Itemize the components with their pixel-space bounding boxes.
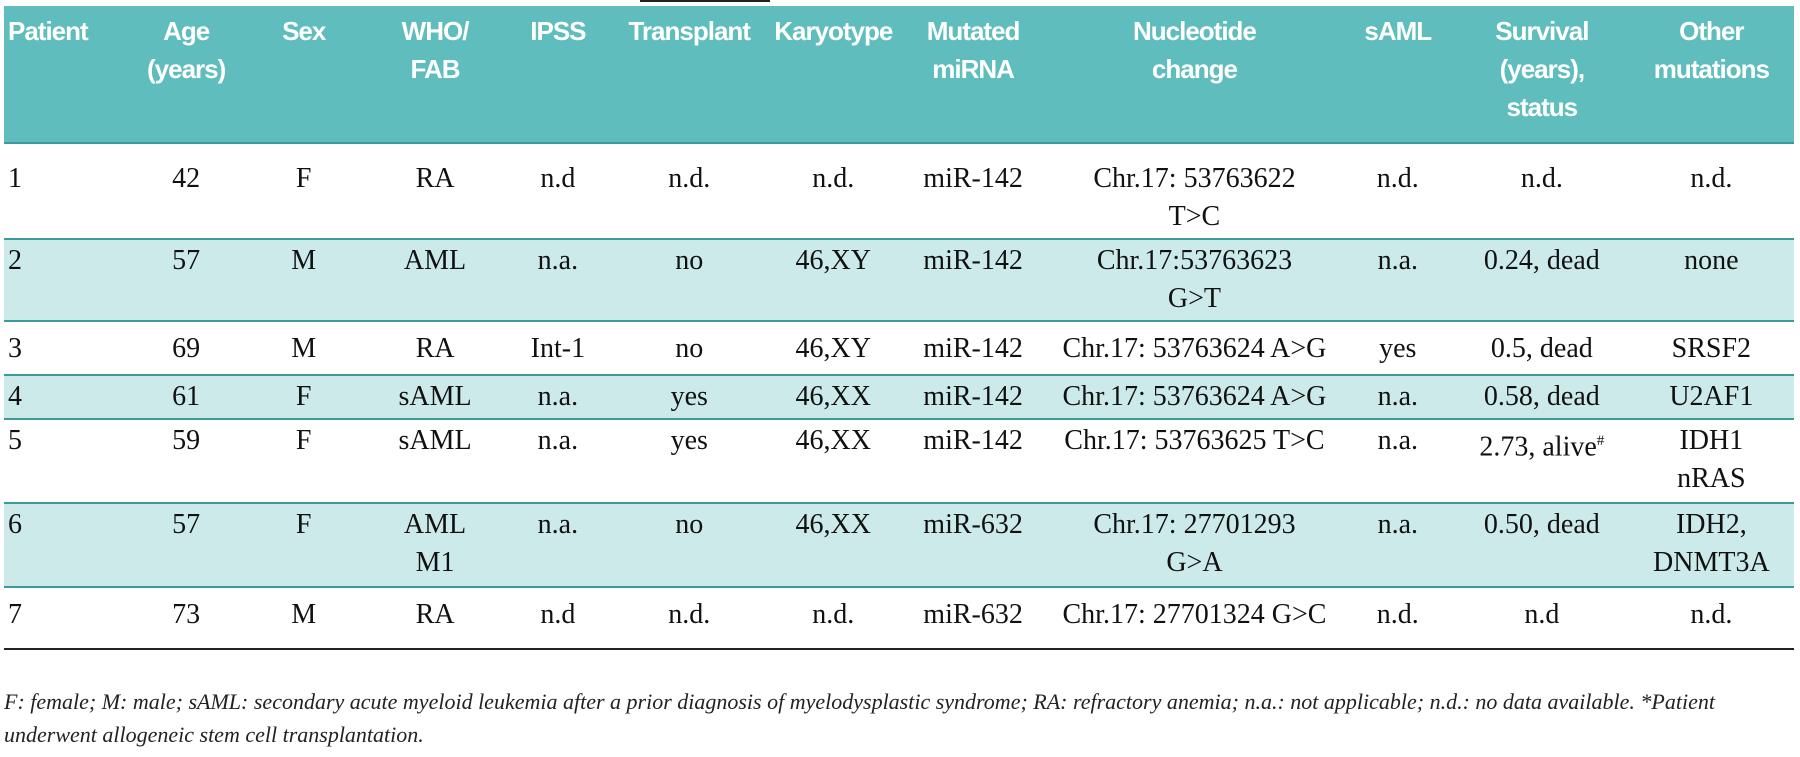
table-cell bbox=[129, 239, 243, 321]
cell-text: AML bbox=[403, 509, 467, 540]
table-cell bbox=[364, 375, 506, 419]
cell-text: nRAS bbox=[1677, 463, 1746, 494]
cell-text: T>C bbox=[1168, 201, 1221, 232]
table-row bbox=[4, 375, 1794, 419]
cell-text: Chr.17: 53763624 A>G bbox=[1062, 333, 1327, 364]
table-cell bbox=[1341, 375, 1455, 419]
cell-text: no bbox=[675, 509, 704, 540]
cell-text: RA bbox=[415, 333, 455, 364]
table-cell bbox=[243, 587, 364, 654]
cell-text: miR-142 bbox=[923, 163, 1023, 194]
table-cell bbox=[129, 375, 243, 419]
cell-text: n.d. bbox=[668, 599, 711, 630]
cell-text: n.d. bbox=[812, 599, 855, 630]
table-cell bbox=[898, 143, 1048, 239]
table-body bbox=[4, 143, 1794, 654]
column-header bbox=[364, 6, 506, 143]
cell-text: n.d. bbox=[1376, 599, 1419, 630]
table-cell bbox=[243, 503, 364, 587]
table-row bbox=[4, 503, 1794, 587]
table-cell bbox=[898, 239, 1048, 321]
column-header bbox=[4, 6, 129, 143]
cell-text: miR-142 bbox=[923, 381, 1023, 412]
table-cell bbox=[769, 503, 898, 587]
table-cell bbox=[769, 587, 898, 654]
cell-text: n.d bbox=[540, 599, 576, 630]
table-cell bbox=[243, 375, 364, 419]
table-cell bbox=[898, 321, 1048, 375]
table-cell bbox=[4, 419, 129, 503]
table-cell bbox=[1629, 321, 1794, 375]
cell-text: none bbox=[1684, 245, 1739, 276]
table-cell bbox=[364, 503, 506, 587]
cell-text: G>T bbox=[1167, 283, 1221, 314]
column-header-line: Age bbox=[163, 16, 210, 46]
table-cell bbox=[1048, 375, 1340, 419]
table-cell bbox=[1629, 239, 1794, 321]
cell-text: miR-632 bbox=[923, 509, 1023, 540]
table-row bbox=[4, 143, 1794, 239]
cell-text: yes bbox=[670, 381, 708, 412]
table-cell bbox=[1048, 143, 1340, 239]
cell-text: Chr.17: 53763622 bbox=[1093, 163, 1296, 194]
table-cell bbox=[769, 375, 898, 419]
table-cell bbox=[4, 143, 129, 239]
column-header-line: IPSS bbox=[530, 16, 586, 46]
table-cell bbox=[1048, 503, 1340, 587]
cell-text: n.d. bbox=[1376, 163, 1419, 194]
table-cell bbox=[506, 419, 610, 503]
table-footnote: F: female; M: male; sAML: secondary acute myeloid leukemia after a prior diagnosis of myelodysplastic syndrome; RA: refractory anemia; n.a.: not applicable; n.d.: no data available. *Patient underwent allogeneic stem cell transplantation. bbox=[4, 689, 1715, 747]
table-cell bbox=[1455, 239, 1629, 321]
cell-text: n.a. bbox=[1377, 509, 1419, 540]
cell-text: yes bbox=[670, 425, 708, 456]
table-cell bbox=[506, 503, 610, 587]
cell-text: F bbox=[295, 425, 312, 456]
column-header-line: WHO/ bbox=[401, 16, 469, 46]
table-cell bbox=[1629, 587, 1794, 654]
column-header-line: Mutated bbox=[926, 16, 1020, 46]
cell-text: 7 bbox=[8, 599, 22, 630]
cell-text: 46,XY bbox=[795, 245, 871, 276]
column-header-line: miRNA bbox=[932, 54, 1014, 84]
cell-text: M bbox=[291, 333, 317, 364]
table-cell bbox=[769, 419, 898, 503]
cell-text: M bbox=[291, 599, 317, 630]
table-cell bbox=[506, 321, 610, 375]
cell-text: 0.50, dead bbox=[1483, 509, 1600, 540]
table-cell bbox=[1455, 321, 1629, 375]
table-cell bbox=[769, 239, 898, 321]
table-cell bbox=[1455, 419, 1629, 503]
cell-text: 46,XX bbox=[795, 381, 871, 412]
cell-text: 46,XX bbox=[795, 509, 871, 540]
cell-text: 69 bbox=[172, 333, 201, 364]
cell-text: no bbox=[675, 333, 704, 364]
cell-text: n.a. bbox=[537, 509, 579, 540]
table-cell bbox=[1341, 321, 1455, 375]
cell-text: 1 bbox=[8, 163, 22, 194]
cell-text: n.d. bbox=[1690, 163, 1733, 194]
table-cell bbox=[1341, 239, 1455, 321]
table-row bbox=[4, 587, 1794, 654]
cell-text: miR-632 bbox=[923, 599, 1023, 630]
table-cell bbox=[898, 375, 1048, 419]
table-cell bbox=[243, 321, 364, 375]
cell-text: 3 bbox=[8, 333, 22, 364]
cell-text: 57 bbox=[172, 245, 201, 276]
table-cell bbox=[506, 375, 610, 419]
column-header bbox=[1341, 6, 1455, 143]
cell-text: 57 bbox=[172, 509, 201, 540]
cell-text: n.d. bbox=[812, 163, 855, 194]
table-cell bbox=[129, 587, 243, 654]
cell-text: n.a. bbox=[1377, 381, 1419, 412]
column-header bbox=[1048, 6, 1340, 143]
table-cell bbox=[610, 143, 769, 239]
cell-text: F bbox=[295, 381, 312, 412]
column-header bbox=[898, 6, 1048, 143]
cell-text: 42 bbox=[172, 163, 201, 194]
cell-text: n.a. bbox=[537, 425, 579, 456]
table-cell bbox=[364, 239, 506, 321]
cell-text: miR-142 bbox=[923, 425, 1023, 456]
table-cell bbox=[364, 419, 506, 503]
column-header-line: status bbox=[1506, 92, 1578, 122]
cell-text: 0.24, dead bbox=[1483, 245, 1600, 276]
cell-text: Chr.17: 53763624 A>G bbox=[1062, 381, 1327, 412]
cell-text: n.d bbox=[1524, 599, 1560, 630]
cell-text: 0.5, dead bbox=[1490, 333, 1593, 364]
cell-text: 46,XX bbox=[795, 425, 871, 456]
table-cell bbox=[129, 503, 243, 587]
cell-text: 5 bbox=[8, 425, 22, 456]
cell-text: Int-1 bbox=[530, 333, 586, 364]
cell-text: Chr.17: 27701324 G>C bbox=[1062, 599, 1327, 630]
cell-text: n.a. bbox=[537, 381, 579, 412]
table-cell bbox=[1455, 503, 1629, 587]
cell-text: 2.73, alive# bbox=[1479, 431, 1605, 463]
cell-text: sAML bbox=[398, 381, 472, 412]
table-cell bbox=[898, 503, 1048, 587]
cell-text: 59 bbox=[172, 425, 201, 456]
column-header-line: Survival bbox=[1495, 16, 1589, 46]
cell-text: 2 bbox=[8, 245, 22, 276]
column-header-line: Patient bbox=[8, 16, 88, 46]
table-cell bbox=[4, 587, 129, 654]
column-header bbox=[769, 6, 898, 143]
cell-text: F bbox=[295, 509, 312, 540]
bottom-rule bbox=[4, 648, 1794, 650]
table-cell bbox=[129, 321, 243, 375]
column-header-line: Karyotype bbox=[774, 16, 893, 46]
table-cell bbox=[610, 419, 769, 503]
table-cell bbox=[1341, 143, 1455, 239]
cell-text: 73 bbox=[172, 599, 201, 630]
table-cell bbox=[4, 375, 129, 419]
column-header bbox=[506, 6, 610, 143]
column-header bbox=[1629, 6, 1794, 143]
column-header bbox=[129, 6, 243, 143]
cell-text: 61 bbox=[172, 381, 201, 412]
cell-text: DNMT3A bbox=[1653, 547, 1770, 578]
table-row bbox=[4, 239, 1794, 321]
table-cell bbox=[610, 503, 769, 587]
cell-text: Chr.17: 27701293 bbox=[1093, 509, 1296, 540]
cell-text: RA bbox=[415, 163, 455, 194]
table-cell bbox=[129, 143, 243, 239]
column-header bbox=[1455, 6, 1629, 143]
column-header-line: Nucleotide bbox=[1132, 16, 1256, 46]
cell-text: AML bbox=[403, 245, 467, 276]
table-cell bbox=[1629, 143, 1794, 239]
cell-text: yes bbox=[1379, 333, 1417, 364]
column-header-line: FAB bbox=[410, 54, 460, 84]
column-header-line: (years), bbox=[1499, 54, 1585, 84]
cell-text: 0.58, dead bbox=[1483, 381, 1600, 412]
cell-text: Chr.17:53763623 bbox=[1096, 245, 1293, 276]
table-cell bbox=[243, 239, 364, 321]
table-cell bbox=[364, 143, 506, 239]
table-cell bbox=[898, 587, 1048, 654]
table-cell bbox=[1455, 143, 1629, 239]
column-header-line: Sex bbox=[282, 16, 326, 46]
column-header-line: sAML bbox=[1364, 16, 1432, 46]
table-cell bbox=[1341, 503, 1455, 587]
cell-text: IDH1 bbox=[1679, 425, 1744, 456]
table-cell bbox=[610, 587, 769, 654]
cell-text: SRSF2 bbox=[1671, 333, 1752, 364]
cell-text: miR-142 bbox=[923, 245, 1023, 276]
cell-text: M1 bbox=[415, 547, 455, 578]
cell-text: 4 bbox=[8, 381, 22, 412]
cell-text: n.d bbox=[540, 163, 576, 194]
column-header-line: (years) bbox=[147, 54, 226, 84]
cell-text: no bbox=[675, 245, 704, 276]
mutation-table bbox=[4, 6, 1794, 654]
table-cell bbox=[610, 321, 769, 375]
table-cell bbox=[1341, 419, 1455, 503]
cell-text: M bbox=[291, 245, 317, 276]
table-cell bbox=[129, 419, 243, 503]
column-header bbox=[610, 6, 769, 143]
top-rule bbox=[640, 0, 770, 2]
table-cell bbox=[610, 239, 769, 321]
cell-text: n.d. bbox=[1520, 163, 1563, 194]
table-cell bbox=[4, 503, 129, 587]
cell-text: RA bbox=[415, 599, 455, 630]
cell-text: n.a. bbox=[1377, 245, 1419, 276]
cell-text: IDH2, bbox=[1675, 509, 1747, 540]
column-header-line: Other bbox=[1679, 16, 1744, 46]
table-cell bbox=[506, 143, 610, 239]
table-cell bbox=[4, 321, 129, 375]
table-cell bbox=[1341, 587, 1455, 654]
column-header-line: mutations bbox=[1653, 54, 1769, 84]
cell-text: Chr.17: 53763625 T>C bbox=[1064, 425, 1325, 456]
table-cell bbox=[364, 587, 506, 654]
table-cell bbox=[1629, 419, 1794, 503]
table-cell bbox=[898, 419, 1048, 503]
table-row bbox=[4, 419, 1794, 503]
cell-text: n.d. bbox=[668, 163, 711, 194]
cell-text: n.a. bbox=[537, 245, 579, 276]
table-cell bbox=[243, 143, 364, 239]
table-cell bbox=[1048, 419, 1340, 503]
cell-text: sAML bbox=[398, 425, 472, 456]
table-cell bbox=[1048, 321, 1340, 375]
column-header-line: change bbox=[1151, 54, 1237, 84]
cell-text: G>A bbox=[1166, 547, 1223, 578]
table-cell bbox=[769, 143, 898, 239]
table-cell bbox=[1048, 587, 1340, 654]
table-cell bbox=[1629, 375, 1794, 419]
column-header bbox=[243, 6, 364, 143]
cell-text: U2AF1 bbox=[1669, 381, 1754, 412]
cell-text: 6 bbox=[8, 509, 22, 540]
cell-text: miR-142 bbox=[923, 333, 1023, 364]
table-row bbox=[4, 321, 1794, 375]
cell-text: F bbox=[295, 163, 312, 194]
table-cell bbox=[610, 375, 769, 419]
table-cell bbox=[769, 321, 898, 375]
header-row bbox=[4, 6, 1794, 143]
cell-text: 46,XY bbox=[795, 333, 871, 364]
table-cell bbox=[1455, 587, 1629, 654]
table-cell bbox=[1455, 375, 1629, 419]
table-cell bbox=[506, 587, 610, 654]
table-cell bbox=[243, 419, 364, 503]
cell-text: n.d. bbox=[1690, 599, 1733, 630]
column-header-line: Transplant bbox=[628, 16, 750, 46]
table-cell bbox=[364, 321, 506, 375]
table-cell bbox=[1629, 503, 1794, 587]
cell-text: n.a. bbox=[1377, 425, 1419, 456]
table-cell bbox=[4, 239, 129, 321]
table-cell bbox=[1048, 239, 1340, 321]
table-cell bbox=[506, 239, 610, 321]
